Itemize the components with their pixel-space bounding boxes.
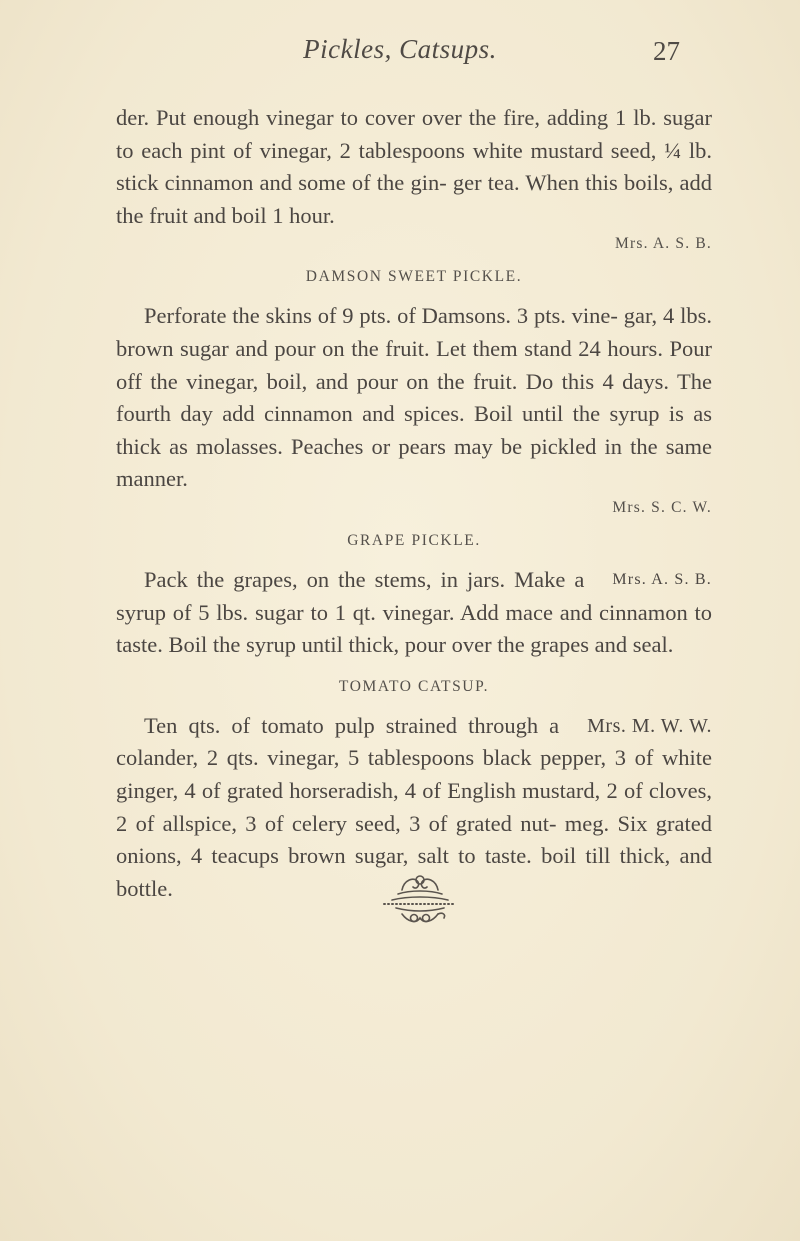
recipe-body-tomato-text: Ten qts. of tomato pulp strained through a colander, 2 qts. vinegar, 5 tablespoons black pepper, 3 of white ginger, 4 of grated horseradish, 4 of English mustard, 2 of cloves, 2 of allspice, 3 of celery seed, 3 of grated nut- meg. Six grated onions, 4 teacups brown sugar, salt to taste. boil till thick, and bottle. <box>116 712 712 901</box>
tailpiece-ornament-icon <box>372 868 468 934</box>
recipe-signature-damson: Mrs. S. C. W. <box>612 498 712 516</box>
running-title: Pickles, Catsups. <box>303 34 497 64</box>
recipe-title-tomato: TOMATO CATSUP. <box>338 677 490 695</box>
continuation-paragraph: der. Put enough vinegar to cover over the fire, adding 1 lb. sugar to each pint of vinegar, 2 tablespoons white mustard seed, ¼ lb. stick cinnamon and some of the gin- ger tea. When this boils, add the fruit and boil 1 hour. <box>116 105 712 228</box>
recipe-text <box>116 102 712 905</box>
running-head <box>0 34 800 74</box>
recipe-signature-tomato: Mrs. M. W. W. <box>587 714 712 737</box>
recipe-body-damson: Perforate the skins of 9 pts. of Damsons. 3 pts. vine- gar, 4 lbs. brown sugar and pour on the fruit. Let them stand 24 hours. Pour off the vinegar, boil, and pour on the fruit. Do this 4 days. The fourth day add cinnamon and spices. Boil until the syrup is as thick as molasses. Peaches or pears may be pickled in the same manner. <box>116 303 712 492</box>
recipe-body-grape-text: Pack the grapes, on the stems, in jars. Make a syrup of 5 lbs. sugar to 1 qt. vinegar. Add mace and cinnamon to taste. Boil the syrup until thick, pour over the grapes and seal. <box>116 566 712 658</box>
recipe-signature-grape: Mrs. A. S. B. <box>612 570 712 588</box>
recipe-title-grape: GRAPE PICKLE. <box>347 531 481 549</box>
recipe-body-grape <box>116 564 712 662</box>
page-number: 27 <box>653 36 680 66</box>
recipe-title-damson: DAMSON SWEET PICKLE. <box>305 268 523 286</box>
continuation-signature: Mrs. A. S. B. <box>615 235 712 253</box>
